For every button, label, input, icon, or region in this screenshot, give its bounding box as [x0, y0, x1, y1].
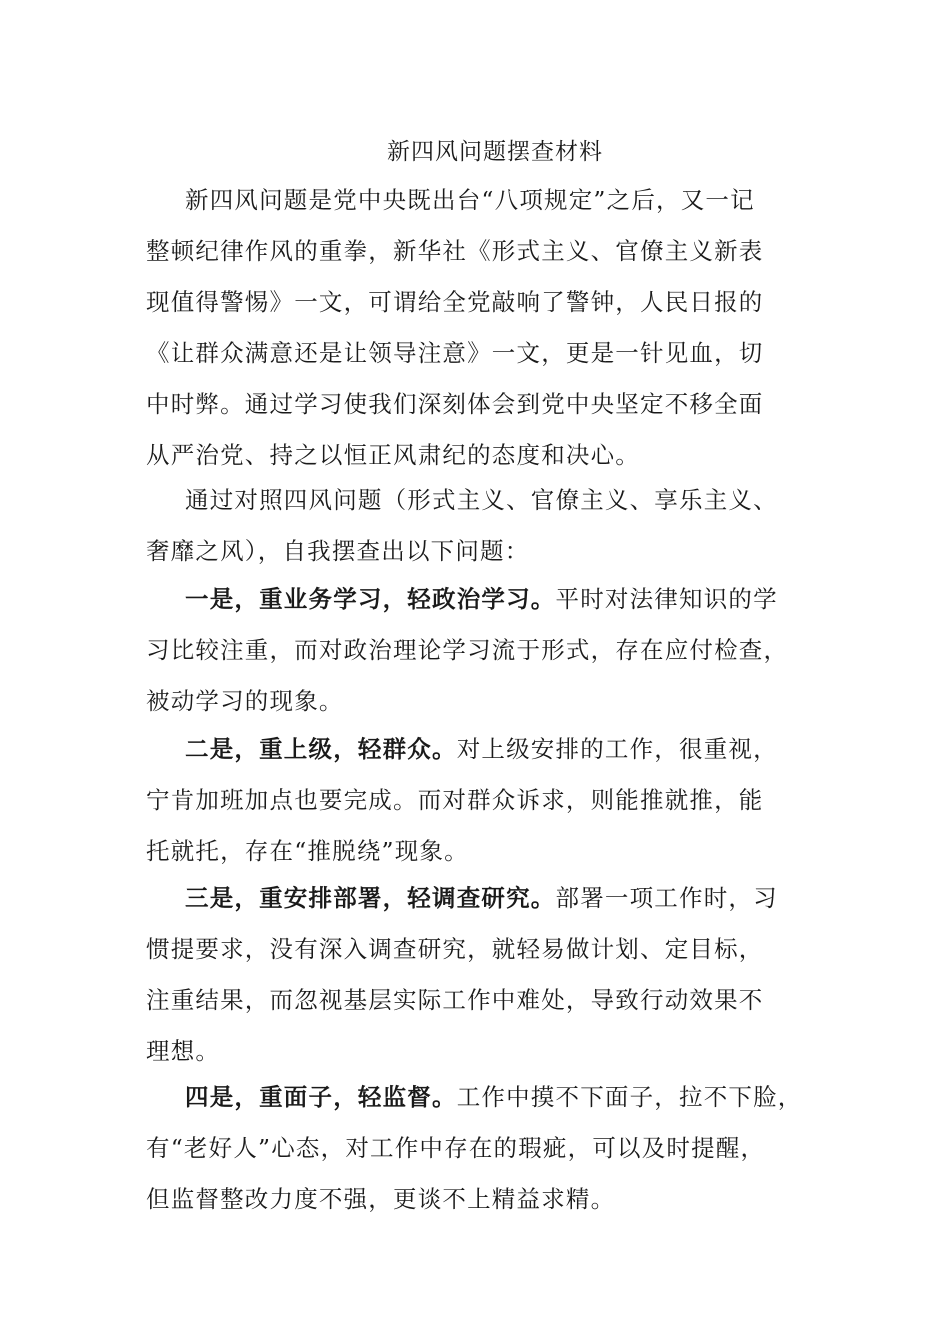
paragraph-line: [146, 574, 788, 625]
issue-text: 部署一项工作时，习: [555, 884, 778, 912]
issue-text: 工作中摸不下面子，拉不下脸，: [456, 1083, 803, 1111]
paragraph-line: 被动学习的现象。: [146, 687, 344, 715]
issue-item-4: [146, 1072, 803, 1225]
document-title: 新四风问题摆查材料: [387, 139, 603, 165]
paragraph-line: 中时弊。通过学习使我们深刻体会到党中央坚定不移全面: [146, 390, 764, 418]
paragraph-line: 奢靡之风），自我摆查出以下问题：: [146, 537, 530, 565]
paragraph-line: 托就托，存在“推脱绕”现象。: [146, 837, 469, 865]
issue-heading: 二是，重上级，轻群众。: [185, 735, 457, 763]
issue-heading: 一是，重业务学习，轻政治学习。: [185, 585, 556, 613]
issue-heading: 三是，重安排部署，轻调查研究。: [185, 884, 556, 912]
paragraph-line: 《让群众满意还是让领导注意》一文，更是一针见血，切: [146, 339, 764, 367]
paragraph-line: 但监督整改力度不强，更谈不上精益求精。: [146, 1185, 616, 1213]
paragraph-line: 通过对照四风问题（形式主义、官僚主义、享乐主义、: [185, 486, 778, 514]
paragraph-line: 从严治党、持之以恒正风肃纪的态度和决心。: [146, 441, 640, 469]
paragraph-line: 惯提要求，没有深入调查研究，就轻易做计划、定目标，: [146, 935, 764, 963]
issue-item-2: [146, 724, 778, 877]
paragraph-line: 注重结果，而忽视基层实际工作中难处，导致行动效果不: [146, 986, 764, 1014]
issue-item-3: [146, 873, 778, 1077]
issue-text: 对上级安排的工作，很重视，: [456, 735, 778, 763]
paragraph-line: [146, 724, 778, 775]
contrast-paragraph: [146, 475, 778, 577]
paragraph-line: 新四风问题是党中央既出台“八项规定”之后，又一记: [185, 186, 755, 214]
paragraph-line: 现值得警惕》一文，可谓给全党敲响了警钟，人民日报的: [146, 288, 764, 316]
issue-heading: 四是，重面子，轻监督。: [185, 1083, 457, 1111]
issue-item-1: [146, 574, 788, 727]
paragraph-line: 整顿纪律作风的重拳，新华社《形式主义、官僚主义新表: [146, 237, 764, 265]
paragraph-line: [146, 1072, 803, 1123]
intro-paragraph: [146, 175, 764, 481]
issue-text: 平时对法律知识的学: [555, 585, 778, 613]
paragraph-line: 理想。: [146, 1037, 221, 1065]
paragraph-line: 有“老好人”心态，对工作中存在的瑕疵，可以及时提醒，: [146, 1134, 766, 1162]
paragraph-line: 宁肯加班加点也要完成。而对群众诉求，则能推就推，能: [146, 786, 764, 814]
paragraph-line: 习比较注重，而对政治理论学习流于形式，存在应付检查，: [146, 636, 789, 664]
paragraph-line: [146, 873, 778, 924]
